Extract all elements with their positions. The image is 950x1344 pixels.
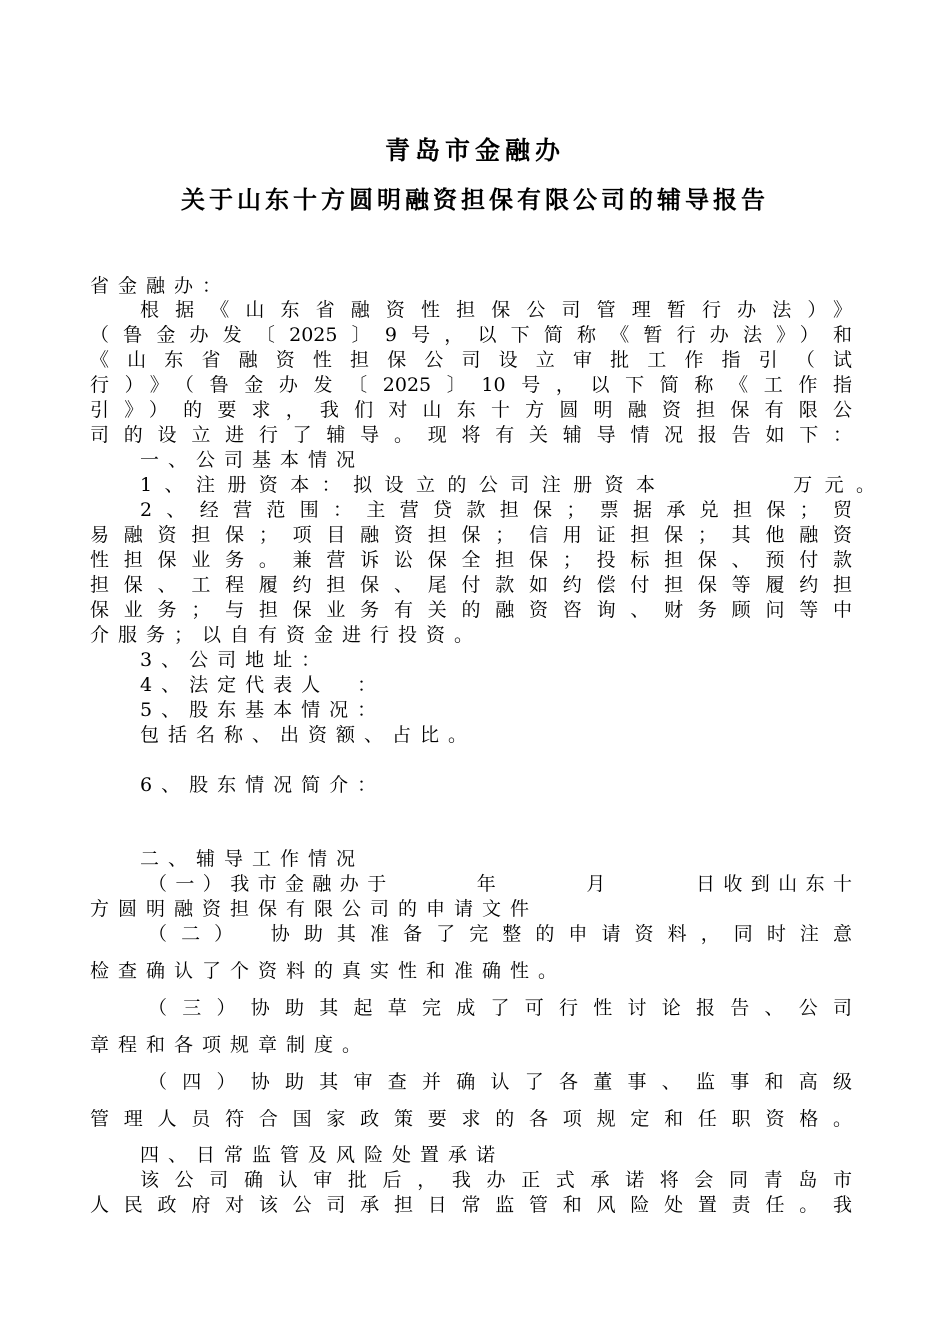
body-line: 介服务；以自有资金进行投资。 <box>90 624 483 646</box>
body-line: （一）我市金融办于 年 月 日收到山东十 <box>148 873 852 895</box>
body-line: 2、经营范围：主营贷款担保；票据承兑担保；贸 <box>140 499 852 521</box>
body-line: 4、法定代表人 ： <box>140 674 386 696</box>
body-line: 保业务；与担保业务有关的融资咨询、财务顾问等中 <box>90 599 852 621</box>
body-line: 5、股东基本情况： <box>140 699 386 721</box>
body-line: 行）》（鲁金办发〔2025〕10号，以下简称《工作指 <box>90 374 852 396</box>
body-line: 担保、工程履约担保、尾付款如约偿付担保等履约担 <box>90 574 852 596</box>
body-line: （三）协助其起草完成了可行性讨论报告、公司 <box>148 997 852 1019</box>
body-line: （二） 协助其准备了完整的申请资料，同时注意 <box>148 923 852 945</box>
body-line: 3、公司地址： <box>140 649 330 671</box>
body-line: 引》）的要求，我们对山东十方圆明融资担保有限公 <box>90 399 852 421</box>
section-heading: 四、日常监管及风险处置承诺 <box>140 1144 505 1166</box>
body-line: （鲁金办发〔2025〕9号，以下简称《暂行办法》）和 <box>90 324 852 346</box>
body-line: 该公司确认审批后，我办正式承诺将会同青岛市 <box>140 1169 852 1191</box>
body-line: 6、股东情况简介： <box>140 774 386 796</box>
salutation: 省金融办： <box>90 275 231 297</box>
body-line: 检查确认了个资料的真实性和准确性。 <box>90 960 567 982</box>
body-line: 易融资担保；项目融资担保；信用证担保；其他融资 <box>90 524 852 546</box>
body-line: 性担保业务。兼营诉讼保全担保；投标担保、预付款 <box>90 549 852 571</box>
document-title-line-1: 青岛市金融办 <box>384 136 565 165</box>
body-line: 司的设立进行了辅导。现将有关辅导情况报告如下： <box>90 424 852 446</box>
section-heading: 一、公司基本情况 <box>140 449 365 471</box>
section-heading: 二、辅导工作情况 <box>140 848 365 870</box>
body-line: 1、注册资本：拟设立的公司注册资本 万元。 <box>140 474 875 496</box>
document-title-line-2: 关于山东十方圆明融资担保有限公司的辅导报告 <box>181 186 769 214</box>
body-line: 《山东省融资性担保公司设立审批工作指引（试 <box>90 349 852 371</box>
body-line: 方圆明融资担保有限公司的申请文件 <box>90 898 539 920</box>
body-line: 包括名称、出资额、占比。 <box>140 724 477 746</box>
body-line: 管理人员符合国家政策要求的各项规定和任职资格。 <box>90 1108 852 1130</box>
body-line: 人民政府对该公司承担日常监管和风险处置责任。我 <box>90 1194 852 1216</box>
body-line: （四）协助其审查并确认了各董事、监事和高级 <box>148 1071 852 1093</box>
body-line: 章程和各项规章制度。 <box>90 1034 371 1056</box>
body-line: 根据《山东省融资性担保公司管理暂行办法）》 <box>140 299 852 321</box>
